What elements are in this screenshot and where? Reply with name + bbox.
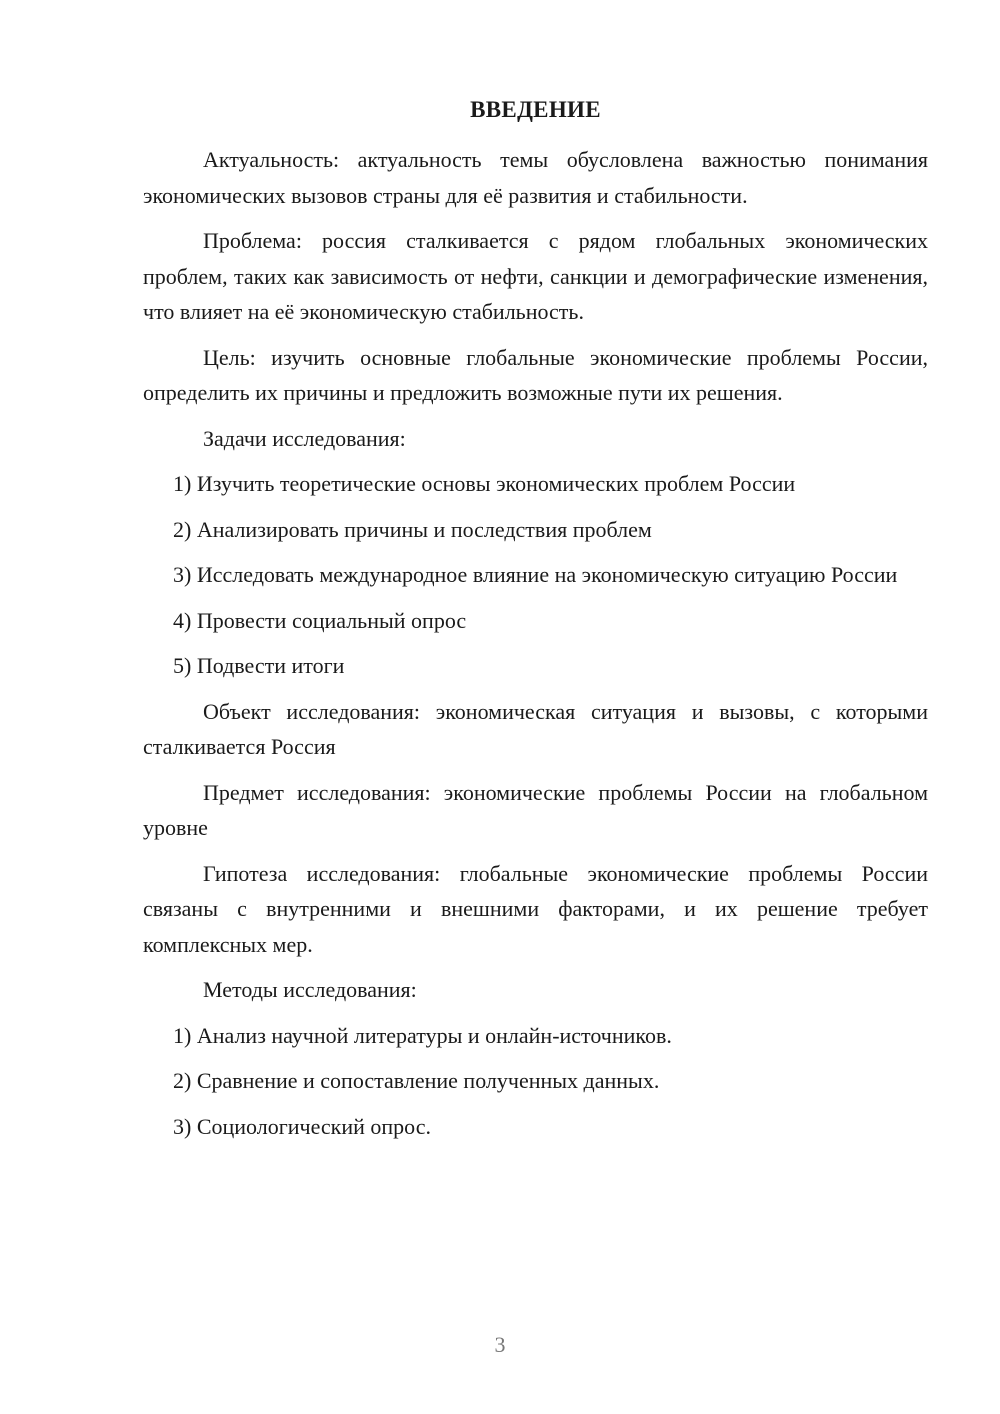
method-item: 3) Социологический опрос. (173, 1113, 431, 1139)
tasks-heading: Задачи исследования: (203, 425, 406, 451)
paragraph-hypothesis: Гипотеза исследования: глобальные экономические проблемы России связаны с внутренними и внешними факторами, и их решение требует комплексных мер. (143, 860, 928, 957)
page-number: 3 (494, 1332, 506, 1357)
page-title: ВВЕДЕНИЕ (470, 97, 601, 122)
task-item: 2) Анализировать причины и последствия проблем (173, 516, 652, 542)
paragraph-goal: Цель: изучить основные глобальные экономические проблемы России, определить их причины и предложить возможные пути их решения. (143, 344, 928, 405)
methods-heading: Методы исследования: (203, 977, 417, 1002)
paragraph-relevance: Актуальность: актуальность темы обусловлена важностью понимания экономических вызовов страны для её развития и стабильности. (143, 147, 928, 208)
task-item: 4) Провести социальный опрос (173, 607, 467, 633)
method-item: 2) Сравнение и сопоставление полученных данных. (173, 1068, 660, 1093)
method-item: 1) Анализ научной литературы и онлайн-источников. (173, 1022, 672, 1048)
paragraph-problem: Проблема: россия сталкивается с рядом глобальных экономических проблем, таких как зависимость от нефти, санкции и демографические изменения, что влияет на её экономическую стабильность. (143, 228, 928, 324)
task-item: 5) Подвести итоги (173, 653, 345, 678)
task-item: 1) Изучить теоретические основы экономических проблем России (173, 471, 796, 496)
task-item: 3) Исследовать международное влияние на экономическую ситуацию России (173, 562, 898, 587)
page-content (143, 92, 928, 1154)
paragraph-subject: Предмет исследования: экономические проблемы России на глобальном уровне (143, 779, 928, 840)
paragraph-object: Объект исследования: экономическая ситуация и вызовы, с которыми сталкивается Россия (143, 698, 928, 759)
